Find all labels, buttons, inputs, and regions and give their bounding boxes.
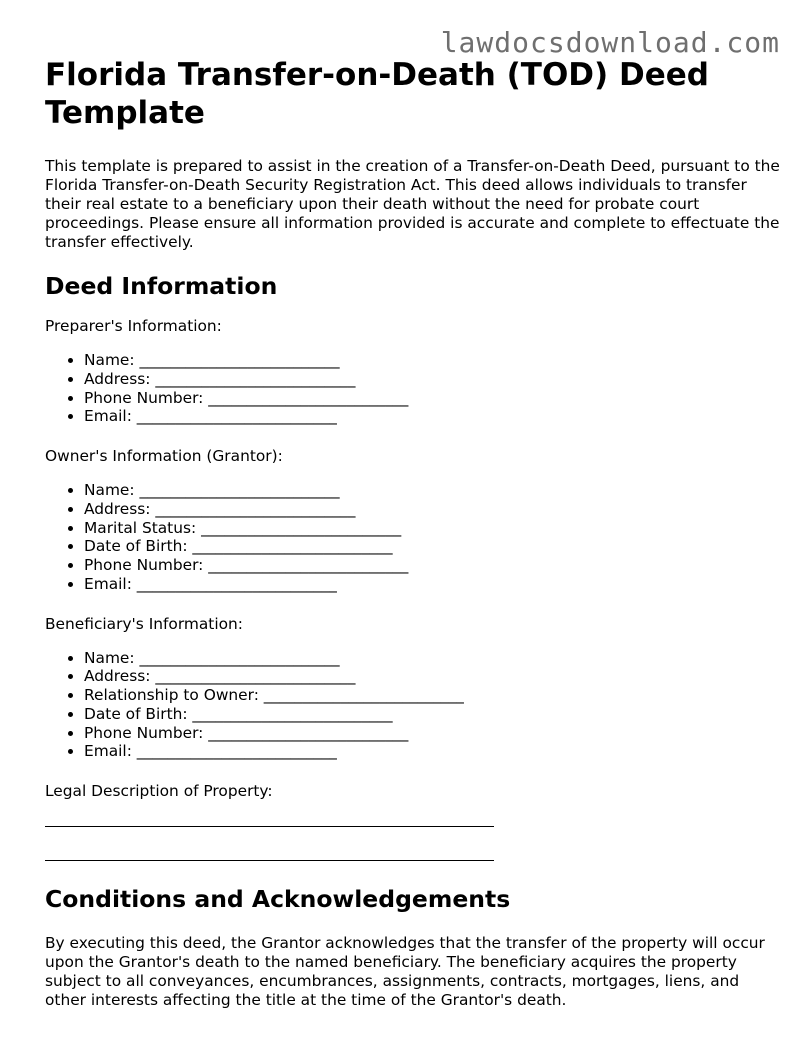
beneficiary-name-field[interactable]: • Name: __________________________ xyxy=(84,649,780,668)
owner-address-field[interactable]: • Address: __________________________ xyxy=(84,500,780,519)
preparer-phone-field[interactable]: • Phone Number: __________________________ xyxy=(84,389,780,408)
beneficiary-label: Beneficiary's Information: xyxy=(45,614,243,633)
owner-label: Owner's Information (Grantor): xyxy=(45,447,283,465)
beneficiary-relationship-field[interactable]: • Relationship to Owner: __________________________ xyxy=(84,686,780,705)
conditions-heading: Conditions and Acknowledgements xyxy=(45,885,511,913)
owner-phone-field[interactable]: • Phone Number: __________________________ xyxy=(84,556,780,575)
preparer-list xyxy=(45,351,780,426)
owner-email-field[interactable]: • Email: __________________________ xyxy=(84,575,780,594)
owner-name-field[interactable]: • Name: __________________________ xyxy=(84,481,780,500)
beneficiary-phone-field[interactable]: • Phone Number: __________________________ xyxy=(84,724,780,743)
page-title: Florida Transfer-on-Death (TOD) Deed Template xyxy=(45,57,709,131)
beneficiary-date-of-birth-field[interactable]: • Date of Birth: __________________________ xyxy=(84,705,780,724)
deed-information-heading: Deed Information xyxy=(45,272,278,300)
conditions-paragraph: By executing this deed, the Grantor acknowledges that the transfer of the property will occur upon the Grantor's death to the named beneficiary. The beneficiary acquires the property subject to all conveyances, encumbrances, assignments, contracts, mortgages, liens, and other interests affecting the title at the time of the Grantor's death. xyxy=(45,934,765,1009)
property-description-line-1[interactable] xyxy=(45,826,494,827)
preparer-address-field[interactable]: • Address: __________________________ xyxy=(84,370,780,389)
intro-paragraph: This template is prepared to assist in the creation of a Transfer-on-Death Deed, pursuant to the Florida Transfer-on-Death Security Registration Act. This deed allows individuals to transfer their real estate to a beneficiary upon their death without the need for probate court proceedings. Please ensure all information provided is accurate and complete to effectuate the transfer effectively. xyxy=(45,157,780,251)
preparer-name-field[interactable]: • Name: __________________________ xyxy=(84,351,780,370)
preparer-email-field[interactable]: • Email: __________________________ xyxy=(84,407,780,426)
property-label: Legal Description of Property: xyxy=(45,782,273,800)
watermark: lawdocsdownload.com xyxy=(440,26,780,59)
preparer-label: Preparer's Information: xyxy=(45,317,222,335)
beneficiary-list xyxy=(45,649,780,762)
owner-date-of-birth-field[interactable]: • Date of Birth: __________________________ xyxy=(84,537,780,556)
document-body xyxy=(45,56,780,1010)
owner-list xyxy=(45,481,780,594)
beneficiary-address-field[interactable]: • Address: __________________________ xyxy=(84,667,780,686)
beneficiary-email-field[interactable]: • Email: __________________________ xyxy=(84,742,780,761)
property-description-line-2[interactable] xyxy=(45,860,494,861)
owner-marital-status-field[interactable]: • Marital Status: __________________________ xyxy=(84,519,780,538)
